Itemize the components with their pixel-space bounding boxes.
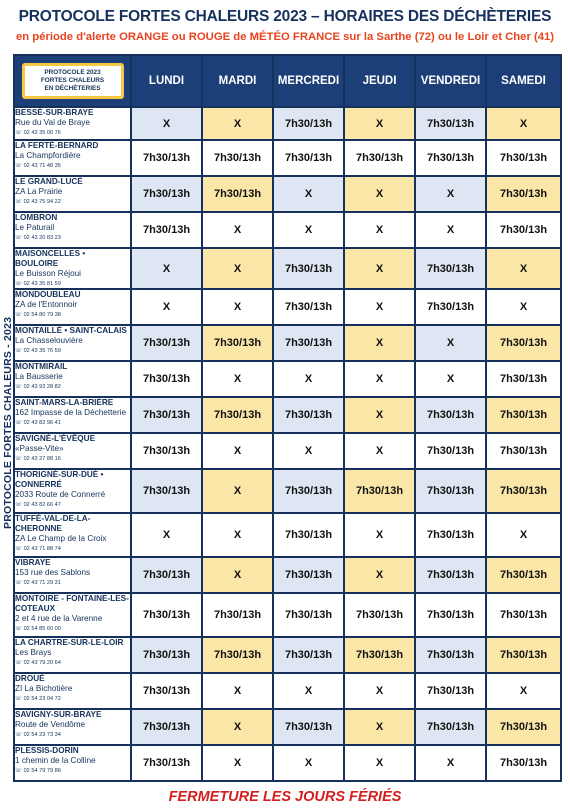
hours-cell: 7h30/13h [344, 637, 415, 673]
site-phone [15, 234, 130, 242]
phone-icon: ☏ [15, 130, 22, 136]
hours-cell: 7h30/13h [131, 361, 202, 397]
site-phone [15, 162, 130, 170]
site-phone [15, 311, 130, 319]
table-row [14, 397, 561, 433]
hours-cell: 7h30/13h [202, 140, 273, 176]
footer-notice: FERMETURE LES JOURS FÉRIÉS [168, 789, 402, 805]
hours-cell: X [344, 397, 415, 433]
hours-cell: 7h30/13h [273, 593, 344, 637]
hours-cell: 7h30/13h [131, 397, 202, 433]
table-row [14, 557, 561, 593]
hours-cell: X [273, 361, 344, 397]
hours-cell: 7h30/13h [131, 212, 202, 248]
badge-line: EN DÉCHÈTERIES [44, 85, 101, 92]
site-phone [15, 695, 130, 703]
hours-cell: 7h30/13h [344, 593, 415, 637]
table-row [14, 325, 561, 361]
site-address: «Passe-Vite» [15, 444, 64, 453]
site-cell [14, 248, 131, 289]
site-name: LA CHARTRE-SUR-LE-LOIR [15, 638, 124, 647]
site-cell [14, 212, 131, 248]
phone-number: 02 43 27 88 16 [23, 456, 61, 462]
hours-cell: 7h30/13h [273, 248, 344, 289]
hours-cell: 7h30/13h [486, 433, 561, 469]
hours-cell: X [131, 248, 202, 289]
table-row [14, 593, 561, 637]
site-name: LE GRAND-LUCÉ [15, 177, 83, 186]
hours-cell: X [344, 745, 415, 781]
hours-cell: X [202, 289, 273, 325]
badge-line: PROTOCOLE 2023 [44, 69, 101, 76]
hours-cell: X [131, 289, 202, 325]
hours-cell: X [202, 433, 273, 469]
site-address: 2 et 4 rue de la Varenne [15, 614, 103, 623]
phone-icon: ☏ [15, 281, 22, 287]
hours-cell: 7h30/13h [131, 176, 202, 212]
hours-cell: 7h30/13h [415, 289, 486, 325]
hours-cell: X [486, 248, 561, 289]
hours-cell: 7h30/13h [131, 433, 202, 469]
hours-cell: 7h30/13h [415, 397, 486, 433]
phone-number: 02 43 35 00 76 [23, 130, 61, 136]
hours-cell: X [344, 433, 415, 469]
site-cell [14, 513, 131, 557]
site-phone [15, 625, 130, 633]
phone-icon: ☏ [15, 348, 22, 354]
hours-cell: 7h30/13h [202, 325, 273, 361]
table-row [14, 248, 561, 289]
table-row [14, 361, 561, 397]
table-row [14, 745, 561, 781]
table-row [14, 176, 561, 212]
phone-icon: ☏ [15, 312, 22, 318]
hours-cell: X [486, 673, 561, 709]
hours-cell: X [202, 709, 273, 745]
hours-cell: X [273, 433, 344, 469]
phone-icon: ☏ [15, 768, 22, 774]
hours-cell: 7h30/13h [486, 176, 561, 212]
hours-cell: 7h30/13h [486, 397, 561, 433]
site-address: ZI La Bichotière [15, 684, 73, 693]
site-address: 2033 Route de Connerré [15, 490, 106, 499]
site-cell [14, 107, 131, 140]
phone-icon: ☏ [15, 235, 22, 241]
phone-icon: ☏ [15, 199, 22, 205]
hours-cell: X [273, 673, 344, 709]
hours-cell: X [344, 513, 415, 557]
hours-cell: 7h30/13h [131, 469, 202, 513]
site-name: MONTOIRE - FONTAINE-LES-COTEAUX [15, 594, 129, 613]
hours-cell: 7h30/13h [273, 397, 344, 433]
hours-cell: 7h30/13h [202, 637, 273, 673]
table-row [14, 673, 561, 709]
hours-cell: 7h30/13h [344, 140, 415, 176]
hours-cell: X [344, 361, 415, 397]
hours-cell: 7h30/13h [273, 513, 344, 557]
hours-cell: 7h30/13h [415, 248, 486, 289]
hours-cell: X [273, 745, 344, 781]
hours-cell: X [415, 212, 486, 248]
site-address: 1 chemin de la Colline [15, 756, 96, 765]
site-phone [15, 347, 130, 355]
site-address: La Bausserie [15, 372, 63, 381]
hours-cell: X [202, 673, 273, 709]
site-phone [15, 419, 130, 427]
site-address: ZA de l'Entonnoir [15, 300, 78, 309]
site-name: SAVIGNÉ-L'ÉVÊQUE [15, 434, 96, 443]
page-subtitle: en période d'alerte ORANGE ou ROUGE de MÉTÉO FRANCE sur la Sarthe (72) ou le Loir et Cher (41) [15, 31, 555, 43]
site-name: DROUÉ [15, 674, 45, 683]
hours-cell: 7h30/13h [273, 107, 344, 140]
site-phone [15, 731, 130, 739]
hours-cell: 7h30/13h [486, 140, 561, 176]
phone-number: 02 43 93 28 82 [23, 384, 61, 390]
table-row [14, 212, 561, 248]
hours-cell: 7h30/13h [486, 361, 561, 397]
phone-number: 02 43 79 20 64 [23, 660, 61, 666]
hours-cell: X [415, 745, 486, 781]
page-title: PROTOCOLE FORTES CHALEURS 2023 – HORAIRES DES DÉCHÈTERIES [18, 8, 552, 25]
hours-cell: 7h30/13h [344, 469, 415, 513]
phone-icon: ☏ [15, 732, 22, 738]
hours-cell: X [273, 176, 344, 212]
hours-cell: 7h30/13h [273, 289, 344, 325]
phone-icon: ☏ [15, 502, 22, 508]
hours-cell: X [344, 248, 415, 289]
hours-cell: 7h30/13h [415, 433, 486, 469]
table-row [14, 289, 561, 325]
protocol-badge-cell [14, 55, 131, 107]
hours-cell: 7h30/13h [486, 593, 561, 637]
phone-icon: ☏ [15, 384, 22, 390]
hours-cell: 7h30/13h [486, 557, 561, 593]
hours-cell: X [273, 212, 344, 248]
hours-cell: 7h30/13h [486, 745, 561, 781]
badge-line: FORTES CHALEURS [40, 77, 105, 84]
site-name: MONTMIRAIL [15, 362, 68, 371]
phone-icon: ☏ [15, 163, 22, 169]
table-row [14, 469, 561, 513]
phone-icon: ☏ [15, 696, 22, 702]
day-header-samedi: SAMEDI [486, 55, 561, 107]
phone-number: 02 43 82 66 47 [23, 502, 61, 508]
hours-cell: 7h30/13h [131, 637, 202, 673]
hours-cell: 7h30/13h [273, 325, 344, 361]
site-cell [14, 433, 131, 469]
hours-cell: X [202, 248, 273, 289]
table-row [14, 107, 561, 140]
hours-cell: X [486, 513, 561, 557]
hours-cell: X [202, 557, 273, 593]
hours-cell: 7h30/13h [202, 397, 273, 433]
hours-cell: X [202, 107, 273, 140]
site-phone [15, 545, 130, 553]
hours-cell: 7h30/13h [415, 593, 486, 637]
table-row [14, 637, 561, 673]
site-cell [14, 140, 131, 176]
hours-cell: 7h30/13h [131, 709, 202, 745]
site-cell [14, 469, 131, 513]
phone-number: 02 43 20 83 23 [23, 235, 61, 241]
site-phone [15, 501, 130, 509]
phone-number: 02 54 23 73 34 [23, 732, 61, 738]
phone-number: 02 54 85 60 00 [23, 626, 61, 632]
header-row [14, 55, 561, 107]
phone-number: 02 43 71 29 31 [23, 580, 61, 586]
hours-cell: 7h30/13h [415, 513, 486, 557]
hours-cell: X [344, 289, 415, 325]
hours-cell: X [415, 361, 486, 397]
hours-cell: 7h30/13h [486, 325, 561, 361]
phone-number: 02 43 35 81 59 [23, 281, 61, 287]
phone-number: 02 54 23 04 72 [23, 696, 61, 702]
phone-number: 02 43 71 48 35 [23, 163, 61, 169]
hours-cell: X [344, 325, 415, 361]
site-cell [14, 745, 131, 781]
site-name: VIBRAYE [15, 558, 51, 567]
hours-cell: X [344, 557, 415, 593]
hours-cell: X [344, 176, 415, 212]
hours-cell: 7h30/13h [486, 469, 561, 513]
site-cell [14, 593, 131, 637]
site-phone [15, 383, 130, 391]
hours-cell: 7h30/13h [131, 593, 202, 637]
hours-cell: 7h30/13h [415, 140, 486, 176]
hours-cell: X [344, 212, 415, 248]
schedule-body [14, 107, 561, 781]
hours-cell: X [202, 513, 273, 557]
site-phone [15, 280, 130, 288]
day-header-lundi: LUNDI [131, 55, 202, 107]
site-address: 153 rue des Sablons [15, 568, 91, 577]
site-address: Le Buisson Réjoui [15, 269, 81, 278]
phone-number: 02 43 82 96 41 [23, 420, 61, 426]
site-address: Route de Vendôme [15, 720, 86, 729]
hours-cell: X [202, 745, 273, 781]
hours-cell: 7h30/13h [486, 637, 561, 673]
site-address: La Champfordière [15, 151, 81, 160]
site-cell [14, 709, 131, 745]
site-phone [15, 455, 130, 463]
hours-cell: 7h30/13h [202, 593, 273, 637]
phone-icon: ☏ [15, 580, 22, 586]
phone-icon: ☏ [15, 420, 22, 426]
phone-number: 02 43 35 76 59 [23, 348, 61, 354]
site-cell [14, 673, 131, 709]
day-header-jeudi: JEUDI [344, 55, 415, 107]
hours-cell: 7h30/13h [415, 673, 486, 709]
hours-cell: 7h30/13h [131, 557, 202, 593]
site-name: LOMBRON [15, 213, 58, 222]
phone-number: 02 54 79 79 86 [23, 768, 61, 774]
site-cell [14, 557, 131, 593]
hours-cell: X [202, 212, 273, 248]
site-address: La Chasselouvière [15, 336, 83, 345]
hours-cell: 7h30/13h [273, 637, 344, 673]
day-header-mardi: MARDI [202, 55, 273, 107]
site-cell [14, 325, 131, 361]
site-phone [15, 129, 130, 137]
site-name: SAINT-MARS-LA-BRIÈRE [15, 398, 114, 407]
hours-cell: 7h30/13h [202, 176, 273, 212]
phone-number: 02 43 75 94 22 [23, 199, 61, 205]
site-address: Rue du Val de Braye [15, 118, 90, 127]
site-name: TUFFÉ-VAL-DE-LA-CHERONNE [15, 514, 91, 533]
hours-cell: X [344, 709, 415, 745]
site-name: BESSÉ-SUR-BRAYE [15, 108, 94, 117]
hours-cell: X [131, 513, 202, 557]
day-header-mercredi: MERCREDI [273, 55, 344, 107]
site-phone [15, 579, 130, 587]
table-row [14, 433, 561, 469]
table-row [14, 709, 561, 745]
hours-cell: 7h30/13h [131, 673, 202, 709]
phone-number: 02 54 80 79 38 [23, 312, 61, 318]
site-name: MAISONCELLES • BOULOIRE [15, 249, 86, 268]
hours-cell: X [344, 673, 415, 709]
site-name: PLESSIS-DORIN [15, 746, 79, 755]
hours-cell: X [344, 107, 415, 140]
hours-cell: 7h30/13h [415, 107, 486, 140]
hours-cell: 7h30/13h [273, 709, 344, 745]
hours-cell: 7h30/13h [415, 557, 486, 593]
site-address: ZA Le Champ de la Croix [15, 534, 107, 543]
site-name: LA FERTÉ-BERNARD [15, 141, 99, 150]
site-name: THORIGNÉ-SUR-DUÉ • CONNERRÉ [15, 470, 104, 489]
day-header-vendredi: VENDREDI [415, 55, 486, 107]
hours-cell: X [131, 107, 202, 140]
site-address: 162 Impasse de la Déchetterie [15, 408, 127, 417]
phone-number: 02 43 71 88 74 [23, 546, 61, 552]
hours-cell: 7h30/13h [131, 745, 202, 781]
hours-cell: 7h30/13h [273, 140, 344, 176]
phone-icon: ☏ [15, 456, 22, 462]
site-cell [14, 397, 131, 433]
site-phone [15, 659, 130, 667]
hours-cell: X [202, 469, 273, 513]
site-cell [14, 637, 131, 673]
table-row [14, 140, 561, 176]
hours-cell: 7h30/13h [273, 469, 344, 513]
protocol-badge [22, 63, 124, 99]
phone-icon: ☏ [15, 626, 22, 632]
hours-cell: 7h30/13h [486, 212, 561, 248]
site-name: MONTAILLÉ • SAINT-CALAIS [15, 326, 127, 335]
hours-cell: 7h30/13h [415, 637, 486, 673]
site-cell [14, 289, 131, 325]
hours-cell: X [486, 107, 561, 140]
hours-cell: X [415, 176, 486, 212]
hours-cell: 7h30/13h [486, 709, 561, 745]
phone-icon: ☏ [15, 546, 22, 552]
site-phone [15, 198, 130, 206]
hours-cell: X [202, 361, 273, 397]
site-name: MONDOUBLEAU [15, 290, 81, 299]
hours-cell: X [486, 289, 561, 325]
site-address: ZA La Prairie [15, 187, 63, 196]
site-cell [14, 176, 131, 212]
site-name: SAVIGNY-SUR-BRAYE [15, 710, 102, 719]
site-address: Le Paturail [15, 223, 55, 232]
side-label: PROTOCOLE FORTES CHALEURS - 2023 [2, 316, 14, 529]
table-row [14, 513, 561, 557]
site-cell [14, 361, 131, 397]
hours-cell: X [415, 325, 486, 361]
site-address: Les Brays [15, 648, 52, 657]
hours-cell: 7h30/13h [131, 325, 202, 361]
hours-cell: 7h30/13h [131, 140, 202, 176]
schedule-table [13, 54, 562, 782]
phone-icon: ☏ [15, 660, 22, 666]
hours-cell: 7h30/13h [273, 557, 344, 593]
site-phone [15, 767, 130, 775]
hours-cell: 7h30/13h [415, 709, 486, 745]
hours-cell: 7h30/13h [415, 469, 486, 513]
